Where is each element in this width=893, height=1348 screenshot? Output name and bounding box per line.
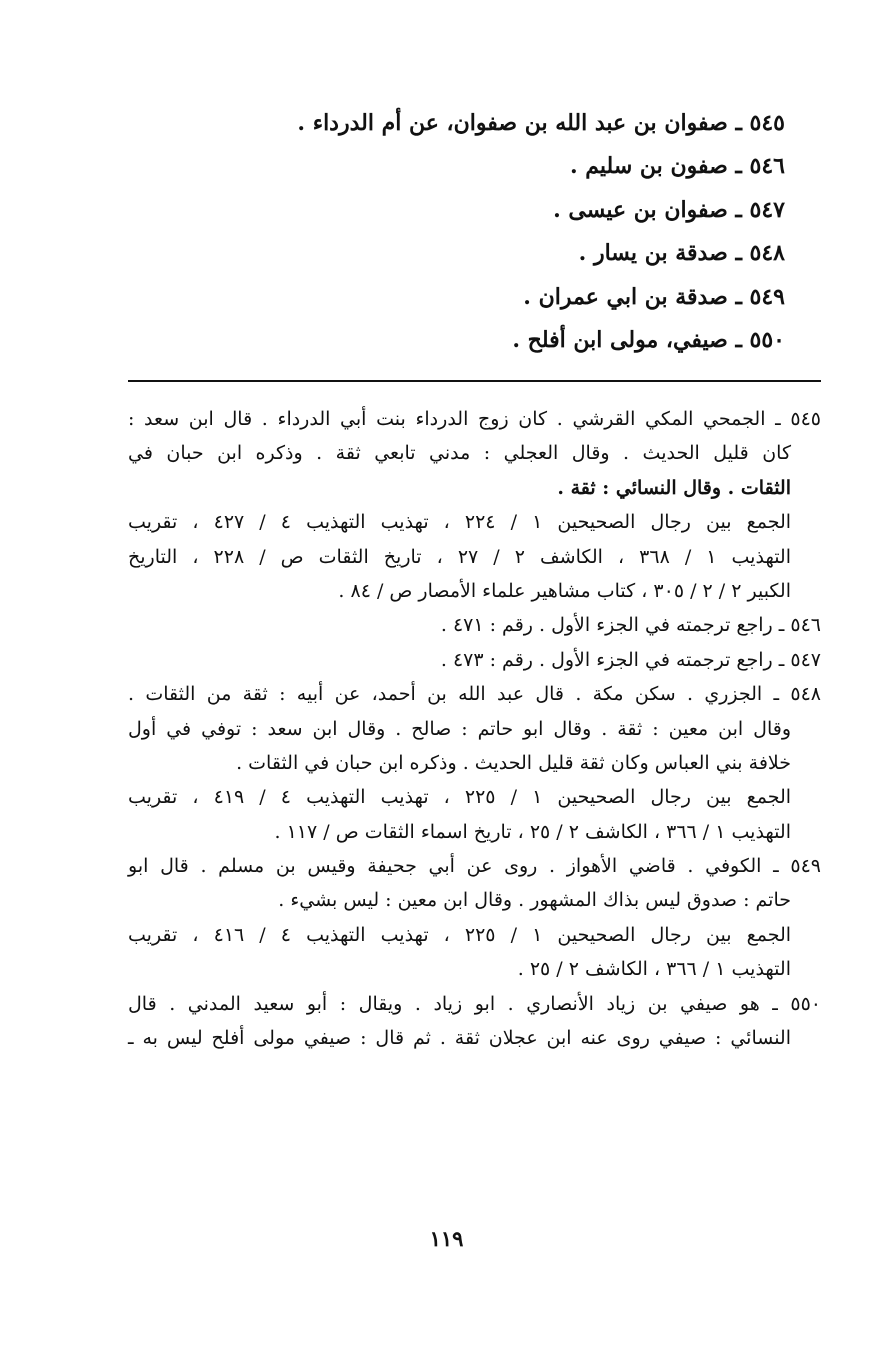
note-545-line-3: الثقات . وقال النسائي : ثقة .	[557, 476, 791, 499]
entry-550: ٥٥٠ ـ صيفي، مولى ابن أفلح .	[512, 326, 785, 353]
entry-548: ٥٤٨ ـ صدقة بن يسار .	[578, 240, 785, 267]
note-549-line-2: حاتم : صدوق ليس بذاك المشهور . وقال ابن معين : ليس بشيء .	[278, 889, 791, 912]
note-549-line-3: الجمع بين رجال الصحيحين ١ / ٢٢٥ ، تهذيب التهذيب ٤ / ٤١٦ ، تقريب	[128, 923, 792, 946]
note-545-line-5: التهذيب ١ / ٣٦٨ ، الكاشف ٢ / ٢٧ ، تاريخ الثقات ص / ٢٢٨ ، التاريخ	[128, 545, 792, 568]
note-545-line-2: كان قليل الحديث . وقال العجلي : مدني تابعي ثقة . وذكره ابن حبان في	[128, 442, 791, 465]
entry-547: ٥٤٧ ـ صفوان بن عيسى .	[553, 196, 785, 223]
note-545-line-6: الكبير ٢ / ٢ / ٣٠٥ ، كتاب مشاهير علماء الأمصار ص / ٨٤ .	[338, 579, 791, 602]
note-550-line-1: ٥٥٠ ـ هو صيفي بن زياد الأنصاري . ابو زياد . ويقال : أبو سعيد المدني . قال	[128, 992, 821, 1015]
entry-545: ٥٤٥ ـ صفوان بن عبد الله بن صفوان، عن أم الدرداء .	[297, 110, 785, 136]
footnotes	[128, 402, 821, 1055]
note-548-line-3: خلافة بني العباس وكان ثقة قليل الحديث . وذكره ابن حبان في الثقات .	[236, 751, 791, 774]
note-546: ٥٤٦ ـ راجع ترجمته في الجزء الأول . رقم : ٤٧١ .	[440, 614, 821, 637]
page-number: ١١٩	[429, 1226, 464, 1251]
entry-546: ٥٤٦ ـ صفون بن سليم .	[569, 153, 785, 180]
footnote-divider	[128, 380, 821, 382]
note-549-line-1: ٥٤٩ ـ الكوفي . قاضي الأهواز . روى عن أبي جحيفة وقيس بن مسلم . قال ابو	[128, 855, 821, 878]
note-548-line-2: وقال ابن معين : ثقة . وقال ابو حاتم : صالح . وقال ابن سعد : توفي في أول	[128, 717, 791, 740]
note-545-line-1: ٥٤٥ ـ الجمحي المكي القرشي . كان زوج الدرداء بنت أبي الدرداء . قال ابن سعد :	[128, 408, 821, 430]
note-548-line-1: ٥٤٨ ـ الجزري . سكن مكة . قال عبد الله بن أحمد، عن أبيه : ثقة من الثقات .	[128, 683, 821, 706]
entry-list	[225, 102, 785, 362]
note-548-line-4: الجمع بين رجال الصحيحين ١ / ٢٢٥ ، تهذيب التهذيب ٤ / ٤١٩ ، تقريب	[128, 786, 792, 809]
note-548-line-5: التهذيب ١ / ٣٦٦ ، الكاشف ٢ / ٢٥ ، تاريخ اسماء الثقات ص / ١١٧ .	[274, 820, 791, 843]
entry-549: ٥٤٩ ـ صدقة بن ابي عمران .	[523, 283, 785, 310]
note-549-line-4: التهذيب ١ / ٣٦٦ ، الكاشف ٢ / ٢٥ .	[517, 958, 791, 981]
note-550-line-2: النسائي : صيفي روى عنه ابن عجلان ثقة . ثم قال : صيفي مولى أفلح ليس به ـ	[128, 1027, 791, 1050]
note-545-line-4: الجمع بين رجال الصحيحين ١ / ٢٢٤ ، تهذيب التهذيب ٤ / ٤٢٧ ، تقريب	[128, 511, 792, 534]
note-547: ٥٤٧ ـ راجع ترجمته في الجزء الأول . رقم : ٤٧٣ .	[440, 648, 821, 671]
